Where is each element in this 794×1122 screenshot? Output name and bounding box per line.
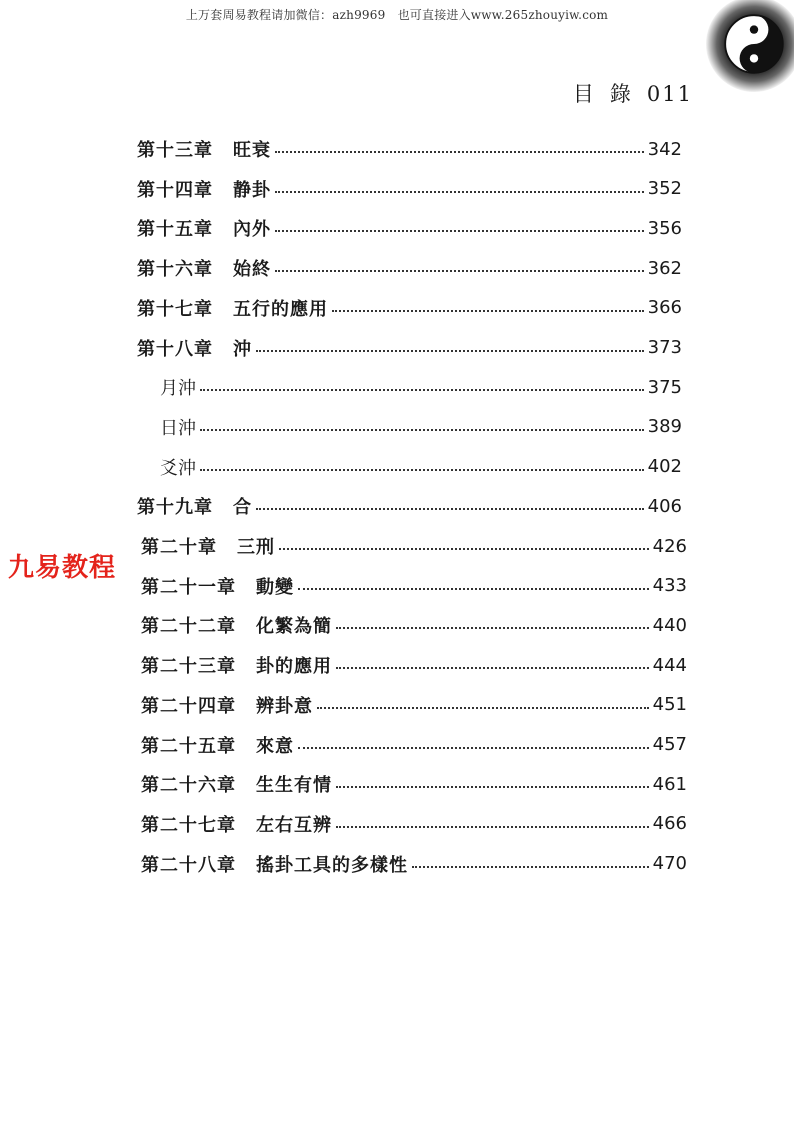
toc-entry [141, 729, 687, 761]
page-header [560, 78, 693, 108]
toc-page-number: 444 [652, 654, 687, 676]
toc-entry [141, 570, 687, 602]
toc-page-number: 366 [647, 297, 682, 319]
watermark-text: 九易教程 [8, 553, 117, 583]
toc-chapter: 第十三章 [137, 140, 213, 161]
toc-chapter: 第二十七章 [141, 814, 236, 836]
toc-title: 生生有情 [256, 775, 332, 797]
toc-title: 搖卦工具的多樣性 [256, 854, 408, 876]
toc-title: 卦的應用 [256, 656, 332, 678]
toc-entry [141, 848, 687, 880]
toc-chapter: 第二十八章 [141, 854, 236, 876]
toc-entry [141, 609, 687, 641]
toc-subentry [160, 451, 682, 483]
toc-page-number: 451 [652, 694, 687, 716]
toc-entry [137, 212, 682, 244]
toc-entry [141, 808, 687, 840]
toc-page-number: 356 [647, 217, 682, 239]
toc-chapter: 日沖 [160, 417, 196, 439]
toc-entry [137, 173, 682, 205]
toc-page-number: 406 [647, 495, 682, 517]
toc-leader-dots [336, 667, 649, 669]
toc-chapter: 第二十五章 [141, 735, 236, 757]
toc-entry [141, 530, 687, 562]
toc-page-number: 426 [652, 535, 687, 557]
toc-leader-dots [256, 508, 644, 510]
toc-entry [137, 490, 682, 522]
toc-title: 內外 [233, 219, 271, 241]
toc-title: 静卦 [233, 179, 271, 201]
toc-title: 三刑 [237, 537, 275, 558]
toc-chapter: 第十四章 [137, 179, 213, 201]
toc-chapter: 第二十四章 [141, 695, 236, 717]
toc-title: 沖 [233, 338, 252, 360]
toc-chapter: 第二十二章 [141, 616, 236, 638]
toc-leader-dots [298, 747, 649, 749]
toc-entry [137, 252, 682, 284]
toc-entry [141, 768, 687, 800]
toc-title: 辨卦意 [256, 695, 313, 717]
toc-title: 動變 [256, 576, 294, 598]
toc-chapter: 月沖 [160, 378, 196, 400]
toc-chapter: 第十八章 [137, 338, 213, 360]
toc-leader-dots [275, 191, 644, 193]
toc-page-number: 466 [652, 813, 687, 835]
toc-leader-dots [200, 389, 644, 391]
toc-entry [141, 689, 687, 721]
toc-chapter: 第十七章 [137, 298, 213, 320]
toc-title: 旺衰 [233, 140, 271, 161]
top-banner: 上万套周易教程请加微信：azh9969 也可直接进入www.265zhouyiw.com [185, 8, 609, 22]
toc-title: 五行的應用 [233, 298, 328, 320]
toc-page-number: 440 [652, 614, 687, 636]
toc-leader-dots [256, 350, 644, 352]
toc-page-number: 389 [647, 416, 682, 438]
toc-entry [141, 649, 687, 681]
toc-chapter: 第十九章 [137, 497, 213, 519]
yin-yang-icon [724, 14, 784, 74]
toc-leader-dots [200, 469, 644, 471]
toc-leader-dots [336, 786, 649, 788]
toc-title: 來意 [256, 735, 294, 757]
toc-chapter: 爻沖 [160, 457, 196, 479]
toc-leader-dots [336, 627, 649, 629]
taiji-logo [702, 0, 794, 96]
toc-chapter: 第十六章 [137, 259, 213, 281]
toc-page-number: 461 [652, 773, 687, 795]
toc-subentry [160, 411, 682, 443]
toc-leader-dots [275, 151, 644, 153]
toc-page-number: 362 [647, 257, 682, 279]
toc-page-number: 433 [652, 575, 687, 597]
toc-chapter: 第二十一章 [141, 576, 236, 598]
toc-page-number: 373 [647, 337, 682, 358]
toc-title: 左右互辨 [256, 814, 332, 836]
toc-title: 化繁為簡 [256, 616, 332, 638]
toc-title: 始終 [233, 259, 271, 281]
toc-page-number: 375 [647, 376, 682, 398]
toc-leader-dots [317, 707, 649, 709]
toc-leader-dots [200, 429, 644, 431]
toc-leader-dots [336, 826, 649, 828]
toc-chapter: 第二十三章 [141, 656, 236, 678]
toc-chapter: 第二十章 [141, 537, 217, 558]
toc-entry [137, 292, 682, 324]
toc-page-number: 470 [652, 853, 687, 875]
header-label-2: 錄 [609, 82, 633, 106]
toc-chapter: 第十五章 [137, 219, 213, 241]
toc-page-number: 457 [652, 734, 687, 755]
toc-title: 合 [233, 497, 252, 519]
toc-leader-dots [298, 588, 649, 590]
toc-entry [137, 332, 682, 364]
toc-page-number: 352 [647, 178, 682, 200]
toc-entry [137, 133, 682, 165]
toc-chapter: 第二十六章 [141, 775, 236, 797]
toc-leader-dots [332, 310, 644, 312]
toc-leader-dots [275, 270, 644, 272]
toc-page-number: 342 [647, 138, 682, 160]
toc-subentry [160, 371, 682, 403]
toc-page-number: 402 [647, 456, 682, 478]
header-label-1: 目 [572, 82, 596, 106]
toc-leader-dots [279, 548, 649, 550]
toc-leader-dots [412, 866, 649, 868]
toc-leader-dots [275, 230, 644, 232]
header-page-number: 011 [646, 82, 693, 106]
